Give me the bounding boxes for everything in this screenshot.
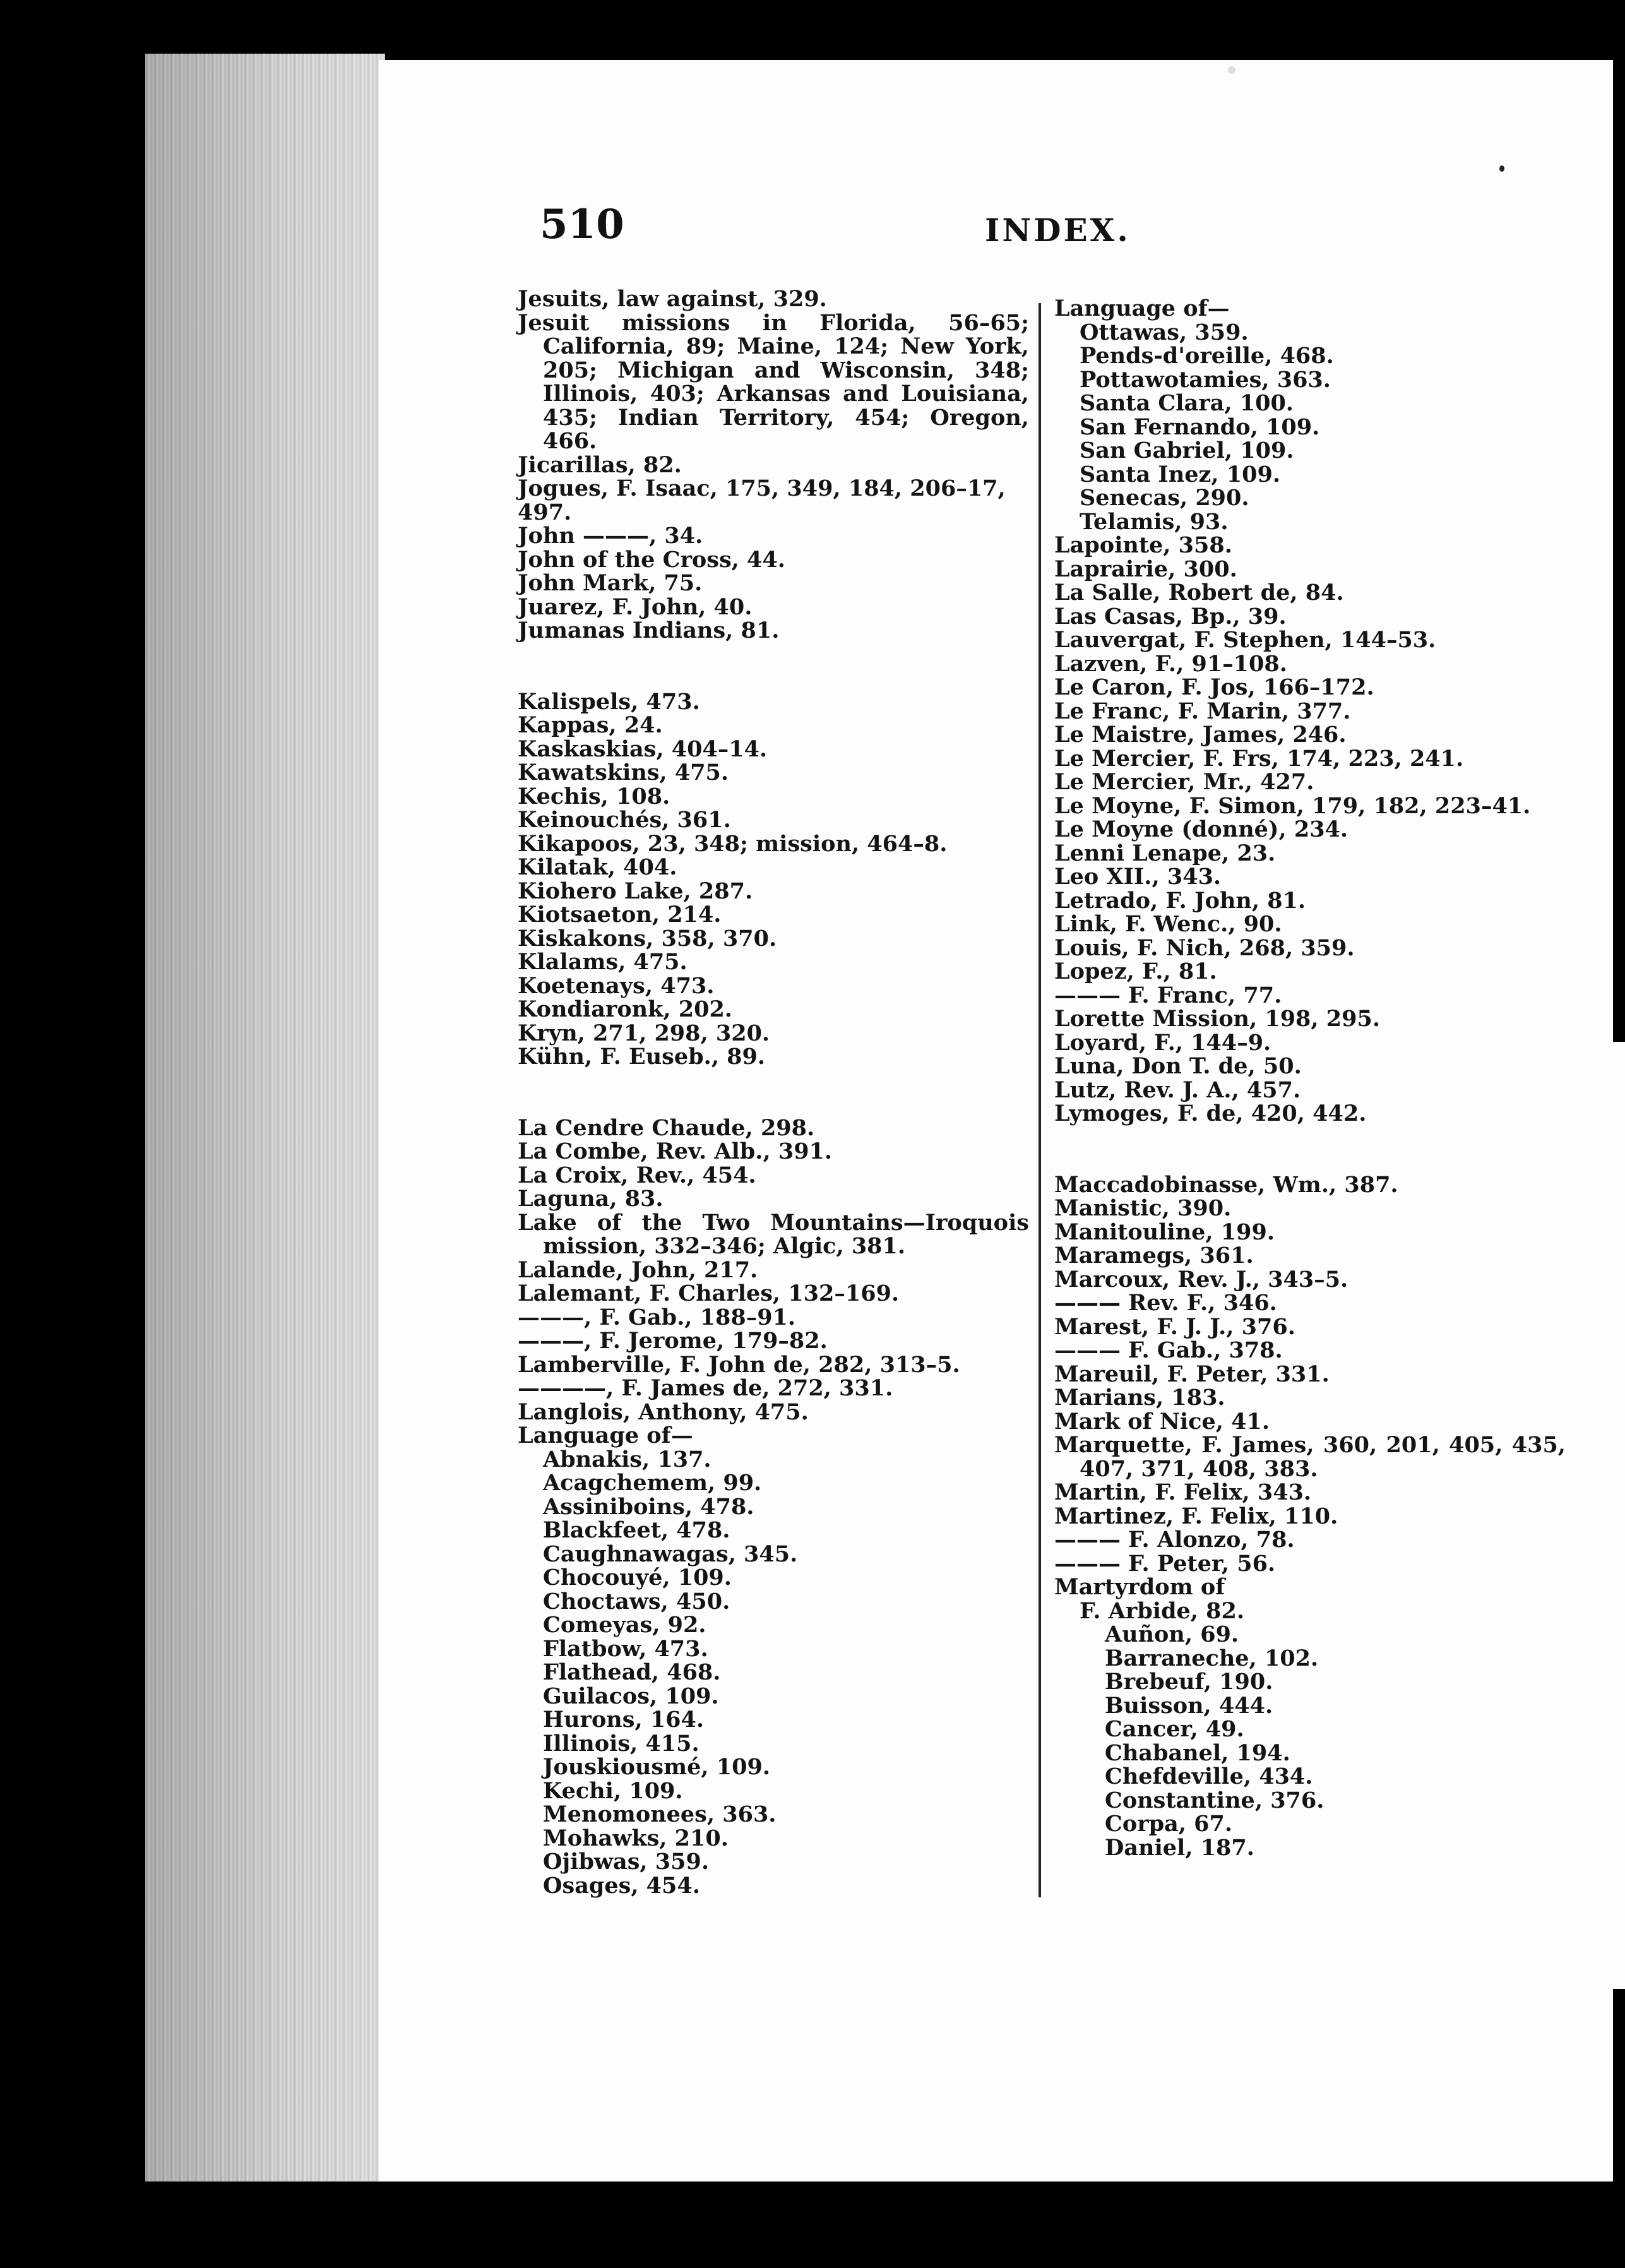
index-entry: F. Arbide, 82. xyxy=(1080,1597,1245,1624)
index-entry: Keinouchés, 361. xyxy=(518,807,731,833)
page-number: 510 xyxy=(540,201,624,248)
index-entry: Martin, F. Felix, 343. xyxy=(1054,1479,1312,1505)
index-entry: Santa Inez, 109. xyxy=(1080,461,1281,487)
index-entry: ———, F. Jerome, 179–82. xyxy=(518,1328,828,1354)
index-entry: Marest, F. J. J., 376. xyxy=(1054,1313,1295,1340)
index-entry: Lutz, Rev. J. A., 457. xyxy=(1054,1077,1301,1103)
index-entry: Jesuits, law against, 329. xyxy=(518,286,827,312)
index-column-left xyxy=(518,287,1029,1897)
index-entry: Kiotsaeton, 214. xyxy=(518,902,722,928)
index-entry: John Mark, 75. xyxy=(518,570,703,596)
index-entry: Manitouline, 199. xyxy=(1054,1219,1275,1245)
index-entry: Klalams, 475. xyxy=(518,949,688,975)
index-entry: Daniel, 187. xyxy=(1105,1834,1254,1861)
index-entry: Letrado, F. John, 81. xyxy=(1054,887,1306,914)
index-entry: Language of— xyxy=(518,1423,693,1448)
index-entry: Jouskiousmé, 109. xyxy=(543,1754,771,1780)
index-entry: Lake of the Two Mountains—Iroquois mission, 332–346; Algic, 381. xyxy=(518,1209,1029,1259)
index-entry: Constantine, 376. xyxy=(1105,1787,1324,1813)
index-entry: Koetenays, 473. xyxy=(518,972,715,999)
index-entry: Laguna, 83. xyxy=(518,1186,664,1212)
index-entry: Osages, 454. xyxy=(543,1872,700,1899)
index-entry: Abnakis, 137. xyxy=(543,1446,711,1472)
index-entry: Link, F. Wenc., 90. xyxy=(1054,911,1282,937)
column-divider xyxy=(1039,303,1041,1897)
index-entry: Jogues, F. Isaac, 175, 349, 184, 206–17, 497. xyxy=(518,475,1006,525)
index-entry: La Croix, Rev., 454. xyxy=(518,1162,756,1188)
index-entry: ————, F. James de, 272, 331. xyxy=(518,1375,893,1401)
index-entry: Assiniboins, 478. xyxy=(543,1493,754,1520)
index-entry: Kawatskins, 475. xyxy=(518,760,729,785)
index-entry: San Gabriel, 109. xyxy=(1080,438,1294,463)
index-entry: Lorette Mission, 198, 295. xyxy=(1054,1006,1381,1032)
index-entry: Auñon, 69. xyxy=(1105,1621,1239,1647)
index-entry: Flatbow, 473. xyxy=(543,1635,708,1662)
index-entry: Martinez, F. Felix, 110. xyxy=(1054,1503,1338,1529)
index-entry: Blackfeet, 478. xyxy=(543,1517,730,1543)
index-entry: Loyard, F., 144–9. xyxy=(1054,1029,1271,1056)
index-entry: Maramegs, 361. xyxy=(1054,1243,1254,1268)
speck-mark xyxy=(1228,66,1235,74)
index-entry: Buisson, 444. xyxy=(1105,1692,1273,1719)
page-edge-shadow xyxy=(145,54,385,2181)
index-entry: Kechi, 109. xyxy=(543,1777,683,1804)
index-entry: Kühn, F. Euseb., 89. xyxy=(518,1044,766,1070)
index-entry: Luna, Don T. de, 50. xyxy=(1054,1053,1302,1079)
index-entry: Kilatak, 404. xyxy=(518,854,677,880)
index-entry: Barraneche, 102. xyxy=(1105,1645,1319,1671)
index-entry: Ottawas, 359. xyxy=(1080,319,1249,345)
index-entry: Pottawotamies, 363. xyxy=(1080,366,1331,393)
index-entry: Le Mercier, Mr., 427. xyxy=(1054,769,1314,795)
index-entry: Mark of Nice, 41. xyxy=(1054,1408,1270,1435)
index-entry: Le Franc, F. Marin, 377. xyxy=(1054,698,1351,724)
index-entry: La Salle, Robert de, 84. xyxy=(1054,580,1344,606)
index-entry: Lalande, John, 217. xyxy=(518,1256,758,1283)
index-entry: Cancer, 49. xyxy=(1105,1716,1244,1742)
index-entry: Lopez, F., 81. xyxy=(1054,958,1217,984)
index-entry: ——— F. Gab., 378. xyxy=(1054,1337,1283,1363)
index-entry: ——— F. Alonzo, 78. xyxy=(1054,1527,1295,1553)
index-entry: Kryn, 271, 298, 320. xyxy=(518,1020,770,1046)
index-entry: Chocouyé, 109. xyxy=(543,1565,732,1591)
index-entry: Kappas, 24. xyxy=(518,712,663,738)
index-entry: John of the Cross, 44. xyxy=(518,546,785,573)
index-entry: Marians, 183. xyxy=(1054,1385,1225,1411)
index-entry: Lamberville, F. John de, 282, 313–5. xyxy=(518,1351,960,1378)
index-entry: Le Caron, F. Jos, 166–172. xyxy=(1054,674,1374,700)
index-entry: Le Moyne (donné), 234. xyxy=(1054,816,1348,842)
index-entry: Mareuil, F. Peter, 331. xyxy=(1054,1361,1330,1387)
index-entry: Ojibwas, 359. xyxy=(543,1849,710,1875)
index-entry: Guilacos, 109. xyxy=(543,1683,719,1709)
index-entry: Maccadobinasse, Wm., 387. xyxy=(1054,1171,1398,1198)
index-entry: Caughnawagas, 345. xyxy=(543,1541,798,1567)
index-entry: Kechis, 108. xyxy=(518,783,670,809)
index-entry: Hurons, 164. xyxy=(543,1707,705,1733)
index-entry: Acagchemem, 99. xyxy=(543,1470,762,1496)
index-column-right xyxy=(1054,297,1566,1859)
index-entry: Brebeuf, 190. xyxy=(1105,1669,1273,1695)
index-entry: Kalispels, 473. xyxy=(518,688,700,715)
index-entry: Corpa, 67. xyxy=(1105,1811,1233,1837)
index-entry: Mohawks, 210. xyxy=(543,1825,729,1851)
index-entry: John ———, 34. xyxy=(518,523,703,549)
index-entry: Pends-d'oreille, 468. xyxy=(1080,343,1334,369)
index-entry: ——— F. Peter, 56. xyxy=(1054,1550,1276,1577)
index-entry: La Cendre Chaude, 298. xyxy=(518,1114,815,1141)
index-entry: Laprairie, 300. xyxy=(1054,556,1237,582)
index-entry: Kiohero Lake, 287. xyxy=(518,878,753,904)
index-entry: Chefdeville, 434. xyxy=(1105,1764,1313,1789)
index-entry: Martyrdom of xyxy=(1054,1574,1225,1600)
index-entry: Language of— xyxy=(1054,295,1230,321)
index-entry: San Fernando, 109. xyxy=(1080,414,1320,440)
speck-mark xyxy=(1499,165,1504,172)
index-entry: Kondiaronk, 202. xyxy=(518,996,732,1022)
section-gap xyxy=(518,1069,1029,1116)
index-entry: Marquette, F. James, 360, 201, 405, 435, 407, 371, 408, 383. xyxy=(1054,1432,1566,1482)
index-entry: Kiskakons, 358, 370. xyxy=(518,925,777,952)
index-entry: Juarez, F. John, 40. xyxy=(518,594,753,620)
index-entry: Le Mercier, F. Frs, 174, 223, 241. xyxy=(1054,745,1464,772)
index-entry: Lenni Lenape, 23. xyxy=(1054,840,1276,866)
index-entry: Kikapoos, 23, 348; mission, 464–8. xyxy=(518,830,948,857)
index-entry: Menomonees, 363. xyxy=(543,1801,777,1827)
index-entry: Le Moyne, F. Simon, 179, 182, 223–41. xyxy=(1054,792,1531,819)
index-entry: ——— Rev. F., 346. xyxy=(1054,1290,1277,1316)
index-entry: Kaskaskias, 404–14. xyxy=(518,736,768,762)
index-entry: Chabanel, 194. xyxy=(1105,1740,1290,1766)
index-entry: Comeyas, 92. xyxy=(543,1612,706,1638)
index-entry: Louis, F. Nich, 268, 359. xyxy=(1054,934,1355,961)
index-entry: Lazven, F., 91–108. xyxy=(1054,650,1287,677)
index-entry: Langlois, Anthony, 475. xyxy=(518,1399,809,1425)
next-page-sliver xyxy=(1596,1042,1625,1989)
index-entry: ——— F. Franc, 77. xyxy=(1054,982,1282,1008)
index-entry: Marcoux, Rev. J., 343–5. xyxy=(1054,1266,1348,1292)
index-entry: Leo XII., 343. xyxy=(1054,864,1222,890)
index-entry: La Combe, Rev. Alb., 391. xyxy=(518,1138,833,1164)
index-entry: Senecas, 290. xyxy=(1080,485,1249,511)
index-entry: Manistic, 390. xyxy=(1054,1195,1232,1221)
index-entry: Santa Clara, 100. xyxy=(1080,390,1294,416)
index-entry: Jesuit missions in Florida, 56–65; California, 89; Maine, 124; New York, 205; Michigan and Wisconsin, 348; Illinois, 403; Arkansas and Louisiana, 435; Indian Territory, 454; Oregon, 466. xyxy=(518,309,1029,454)
index-entry: Illinois, 415. xyxy=(543,1730,699,1757)
running-head: INDEX. xyxy=(985,212,1131,249)
index-entry: Jicarillas, 82. xyxy=(518,451,682,478)
index-entry: Telamis, 93. xyxy=(1080,508,1229,535)
section-gap xyxy=(518,643,1029,690)
index-entry: Choctaws, 450. xyxy=(543,1588,730,1614)
index-entry: Lapointe, 358. xyxy=(1054,532,1232,558)
index-entry: Lymoges, F. de, 420, 442. xyxy=(1054,1101,1367,1126)
index-entry: Lalemant, F. Charles, 132–169. xyxy=(518,1280,900,1306)
index-entry: Las Casas, Bp., 39. xyxy=(1054,603,1287,630)
index-entry: Jumanas Indians, 81. xyxy=(518,618,780,643)
section-gap xyxy=(1054,1126,1566,1173)
index-entry: Le Maistre, James, 246. xyxy=(1054,722,1347,748)
index-entry: Lauvergat, F. Stephen, 144–53. xyxy=(1054,627,1436,653)
index-entry: Flathead, 468. xyxy=(543,1659,721,1685)
index-entry: ———, F. Gab., 188–91. xyxy=(518,1304,796,1330)
